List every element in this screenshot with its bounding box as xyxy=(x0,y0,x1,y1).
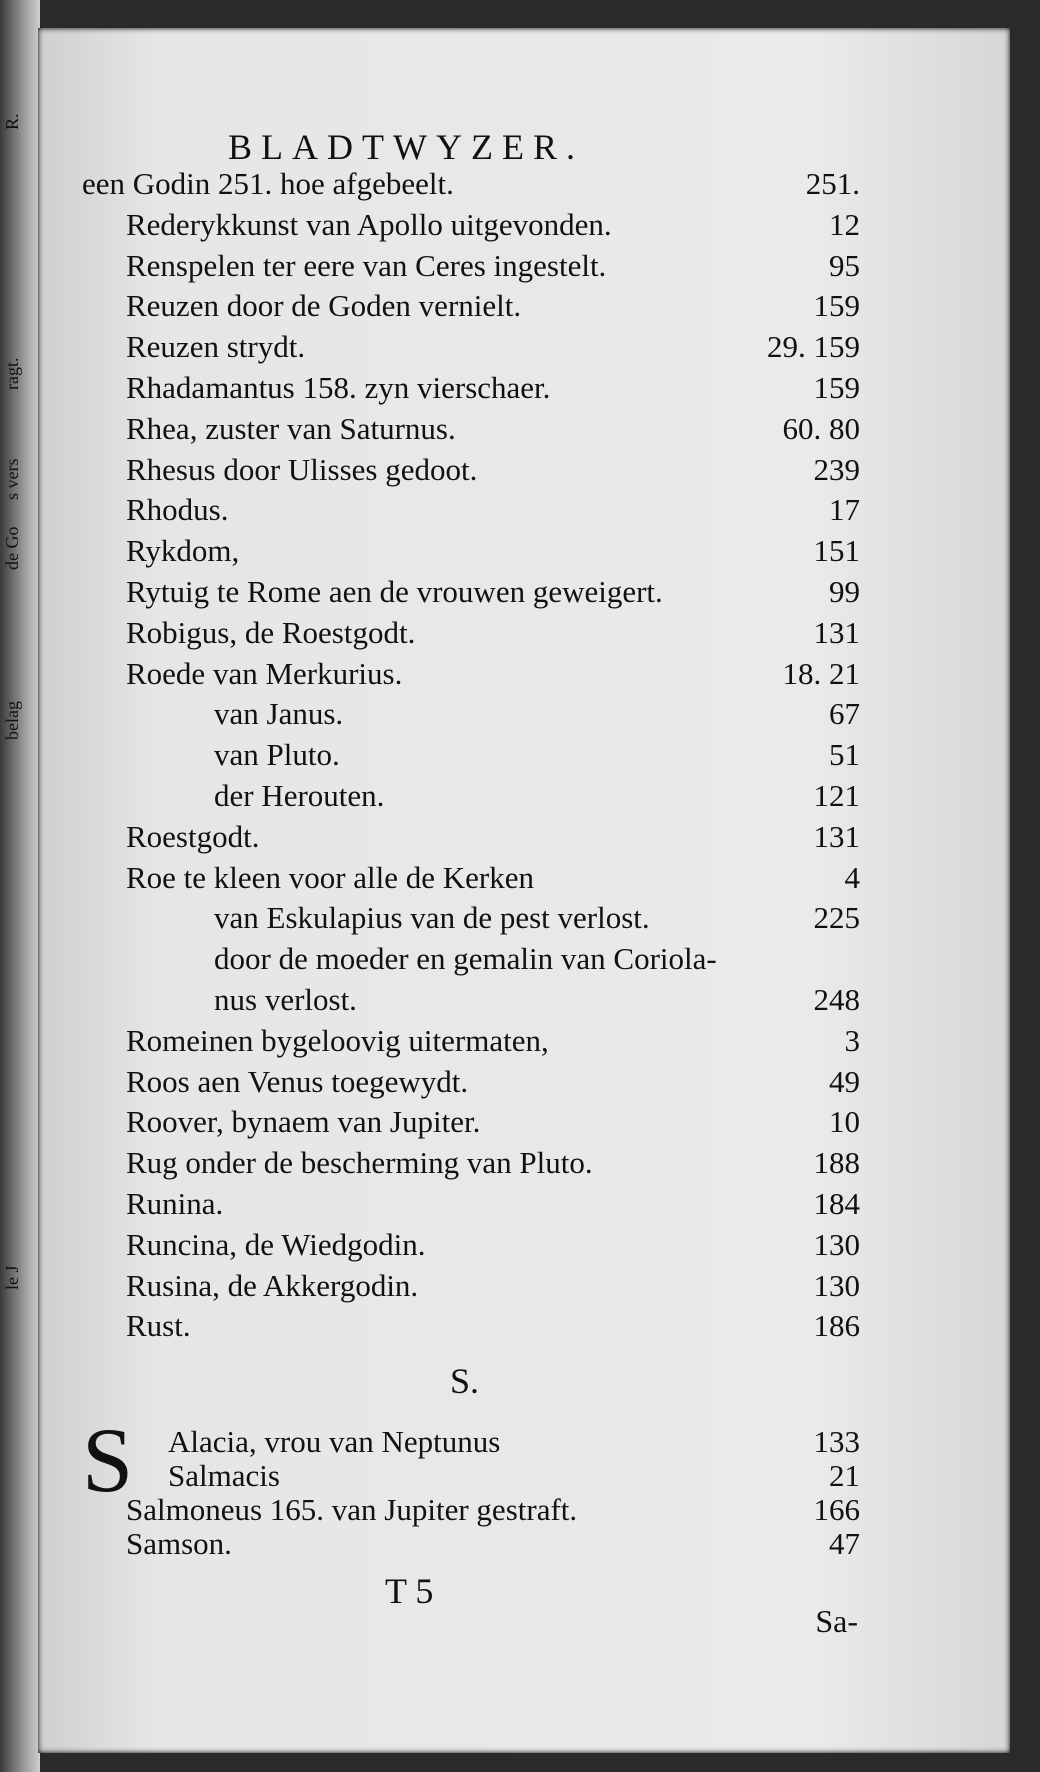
entry-page-number: 121 xyxy=(813,778,860,813)
index-entry xyxy=(38,941,1010,981)
entry-page-number: 186 xyxy=(813,1308,860,1344)
index-entry xyxy=(38,656,1010,696)
entry-text: Samson. xyxy=(126,1526,232,1561)
entry-text: Roe te kleen voor alle de Kerken xyxy=(126,859,534,895)
index-entry xyxy=(38,1104,1010,1144)
entry-text: Rhea, zuster van Saturnus. xyxy=(126,410,456,446)
index-entry xyxy=(38,860,1010,900)
index-entry xyxy=(38,248,1010,288)
index-entry xyxy=(38,411,1010,451)
facing-page-fragment: belag xyxy=(2,701,22,740)
entry-page-number: 248 xyxy=(813,982,860,1017)
page-header: BLADTWYZER. xyxy=(228,127,584,167)
index-entry xyxy=(38,288,1010,328)
entry-page-number: 131 xyxy=(813,614,860,650)
entry-page-number: 17 xyxy=(829,492,860,528)
index-entry xyxy=(38,166,1010,206)
entry-text: Rhadamantus 158. zyn vierschaer. xyxy=(126,370,551,405)
index-entry xyxy=(38,615,1010,655)
catchword: Sa- xyxy=(815,1603,858,1639)
entry-page-number: 251. xyxy=(805,166,860,201)
index-entry xyxy=(38,1023,1010,1063)
facing-page-fragment: s vers xyxy=(2,458,22,500)
entry-page-number: 239 xyxy=(813,451,860,487)
entry-page-number: 21 xyxy=(829,1458,860,1493)
entry-text: Salmacis xyxy=(168,1458,280,1493)
entry-page-number: 95 xyxy=(829,247,860,283)
index-entry xyxy=(38,533,1010,573)
entry-text: Runina. xyxy=(126,1186,224,1221)
entry-page-number: 49 xyxy=(829,1063,860,1099)
entry-page-number: 18. 21 xyxy=(782,655,860,691)
entry-page-number: 130 xyxy=(813,1267,860,1303)
entry-page-number: 47 xyxy=(829,1526,860,1561)
book-page xyxy=(38,28,1010,1753)
index-entry xyxy=(38,1526,1010,1566)
entry-text: Rusina, de Akkergodin. xyxy=(126,1267,419,1303)
index-entry xyxy=(38,696,1010,736)
entry-page-number: 131 xyxy=(813,818,860,854)
section-letter: S. xyxy=(450,1361,480,1401)
entry-page-number: 51 xyxy=(829,737,860,773)
entry-page-number: 29. 159 xyxy=(767,329,860,365)
index-entry xyxy=(38,778,1010,818)
index-entry xyxy=(38,452,1010,492)
entry-text: van Pluto. xyxy=(214,737,340,773)
drop-capital: S xyxy=(82,1409,134,1511)
entry-text: Rust. xyxy=(126,1308,191,1344)
index-entry xyxy=(38,819,1010,859)
index-entry xyxy=(38,207,1010,247)
entry-page-number: 99 xyxy=(829,574,860,609)
entry-text: Roover, bynaem van Jupiter. xyxy=(126,1104,481,1140)
entry-page-number: 12 xyxy=(829,206,860,242)
entry-text: van Eskulapius van de pest verlost. xyxy=(214,900,650,936)
entry-text: Rytuig te Rome aen de vrouwen geweigert. xyxy=(126,574,663,609)
index-entry xyxy=(38,1145,1010,1185)
entry-text: Salmoneus 165. van Jupiter gestraft. xyxy=(126,1492,578,1527)
entry-text: een Godin 251. hoe afgebeelt. xyxy=(82,166,454,201)
entry-page-number: 159 xyxy=(813,288,860,324)
entry-page-number: 10 xyxy=(829,1104,860,1140)
entry-text: der Herouten. xyxy=(214,778,385,813)
entry-text: Rhesus door Ulisses gedoot. xyxy=(126,451,478,487)
index-entry xyxy=(38,1227,1010,1267)
entry-text: door de moeder en gemalin van Coriola- xyxy=(214,941,717,977)
index-entry xyxy=(38,1186,1010,1226)
facing-page-fragment: le J xyxy=(2,1265,22,1290)
entry-text: Rederykkunst van Apollo uitgevonden. xyxy=(126,206,612,242)
entry-page-number: 184 xyxy=(813,1186,860,1221)
entry-text: Rykdom, xyxy=(126,533,240,569)
index-entry xyxy=(38,1064,1010,1104)
index-entry xyxy=(38,982,1010,1022)
entry-page-number: 166 xyxy=(813,1492,860,1527)
entry-text: Roede van Merkurius. xyxy=(126,655,403,691)
entry-text: Rhodus. xyxy=(126,492,229,528)
facing-page-fragment: ragt. xyxy=(2,357,22,390)
entry-text: nus verlost. xyxy=(214,982,357,1017)
entry-page-number: 4 xyxy=(844,859,860,895)
entry-page-number: 151 xyxy=(813,533,860,569)
index-entry xyxy=(38,1268,1010,1308)
signature-mark: T 5 xyxy=(385,1571,434,1611)
entry-page-number: 67 xyxy=(829,696,860,732)
entry-page-number: 225 xyxy=(813,900,860,936)
entry-page-number: 3 xyxy=(844,1022,860,1058)
entry-text: Reuzen door de Goden vernielt. xyxy=(126,288,522,324)
facing-page-fragment: de Go xyxy=(2,526,22,570)
entry-page-number: 133 xyxy=(813,1424,860,1459)
entry-text: van Janus. xyxy=(214,696,344,732)
index-entry xyxy=(38,492,1010,532)
index-entry xyxy=(38,574,1010,614)
index-entry xyxy=(38,329,1010,369)
entry-text: Renspelen ter eere van Ceres ingestelt. xyxy=(126,247,607,283)
entry-page-number: 159 xyxy=(813,370,860,405)
facing-page-edge xyxy=(0,0,40,1772)
facing-page-fragment: R. xyxy=(2,113,22,130)
entry-text: Runcina, de Wiedgodin. xyxy=(126,1226,426,1262)
entry-text: Alacia, vrou van Neptunus xyxy=(168,1424,501,1459)
entry-page-number: 188 xyxy=(813,1145,860,1181)
index-entry xyxy=(38,900,1010,940)
entry-text: Reuzen strydt. xyxy=(126,329,306,365)
entry-page-number: 130 xyxy=(813,1226,860,1262)
index-entry xyxy=(38,1308,1010,1348)
index-entry xyxy=(38,737,1010,777)
entry-text: Robigus, de Roestgodt. xyxy=(126,614,416,650)
entry-page-number: 60. 80 xyxy=(782,410,860,446)
entry-text: Roestgodt. xyxy=(126,818,260,854)
entry-text: Roos aen Venus toegewydt. xyxy=(126,1063,469,1099)
entry-text: Romeinen bygeloovig uitermaten, xyxy=(126,1022,549,1058)
index-entry xyxy=(38,370,1010,410)
entry-text: Rug onder de bescherming van Pluto. xyxy=(126,1145,593,1181)
